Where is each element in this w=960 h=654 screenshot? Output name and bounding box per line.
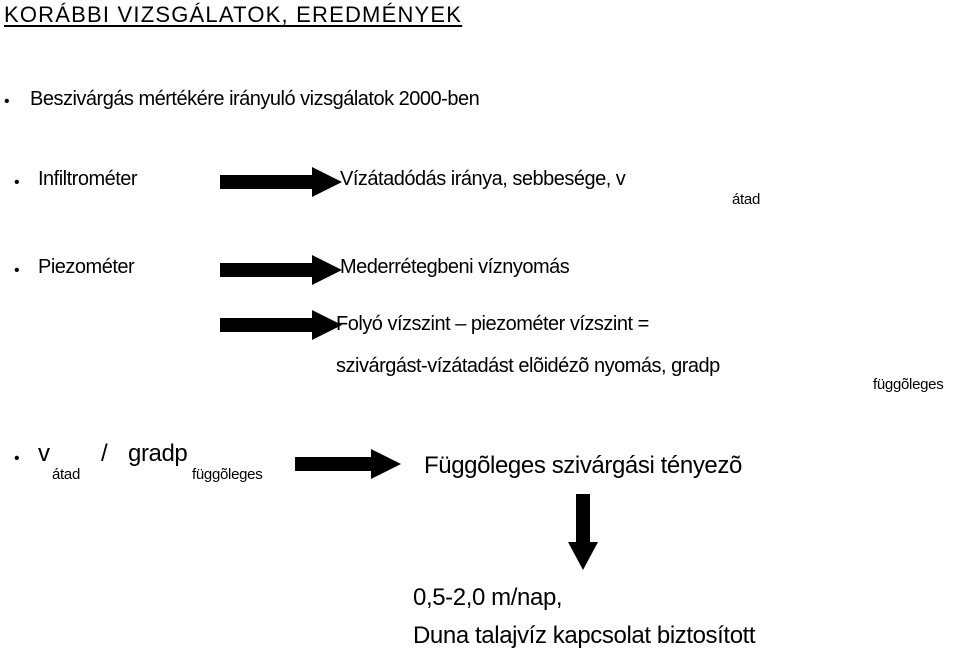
- bullet-icon: •: [14, 450, 20, 467]
- pressure-subscript: függõleges: [873, 376, 944, 393]
- piezometer-label: Piezométer: [38, 256, 135, 278]
- page-title: KORÁBBI VIZSGÁLATOK, EREDMÉNYEK: [4, 2, 463, 27]
- bullet-icon: •: [4, 93, 10, 110]
- infiltrometer-label: Infiltrométer: [38, 168, 138, 190]
- pressure-definition: szivárgást-vízátadást elõidézõ nyomás, gradp: [336, 355, 720, 377]
- infiltrometer-result-subscript: átad: [732, 191, 760, 208]
- piezometer-result: Mederrétegbeni víznyomás: [340, 256, 570, 278]
- gradp-subscript: függõleges: [192, 466, 263, 483]
- velocity-subscript: átad: [52, 466, 80, 483]
- down-arrow-icon: [568, 494, 598, 570]
- division-slash: /: [101, 440, 108, 467]
- intro-text: Beszivárgás mértékére irányuló vizsgálatok 2000-ben: [30, 88, 480, 110]
- conclusion-note: Duna talajvíz kapcsolat biztosított: [413, 622, 756, 649]
- gradp-symbol: gradp: [128, 440, 188, 467]
- right-arrow-icon: [295, 449, 401, 479]
- bullet-icon: •: [14, 174, 20, 191]
- infiltrometer-result: Vízátadódás iránya, sebbesége, v: [340, 168, 626, 190]
- right-arrow-icon: [220, 255, 342, 285]
- water-level-equation: Folyó vízszint – piezométer vízszint =: [336, 313, 649, 335]
- right-arrow-icon: [220, 167, 342, 197]
- velocity-symbol: v: [38, 440, 50, 467]
- right-arrow-icon: [220, 310, 342, 340]
- vertical-seepage-coefficient: Függõleges szivárgási tényezõ: [424, 452, 742, 479]
- bullet-icon: •: [14, 262, 20, 279]
- coefficient-value: 0,5-2,0 m/nap,: [413, 584, 563, 611]
